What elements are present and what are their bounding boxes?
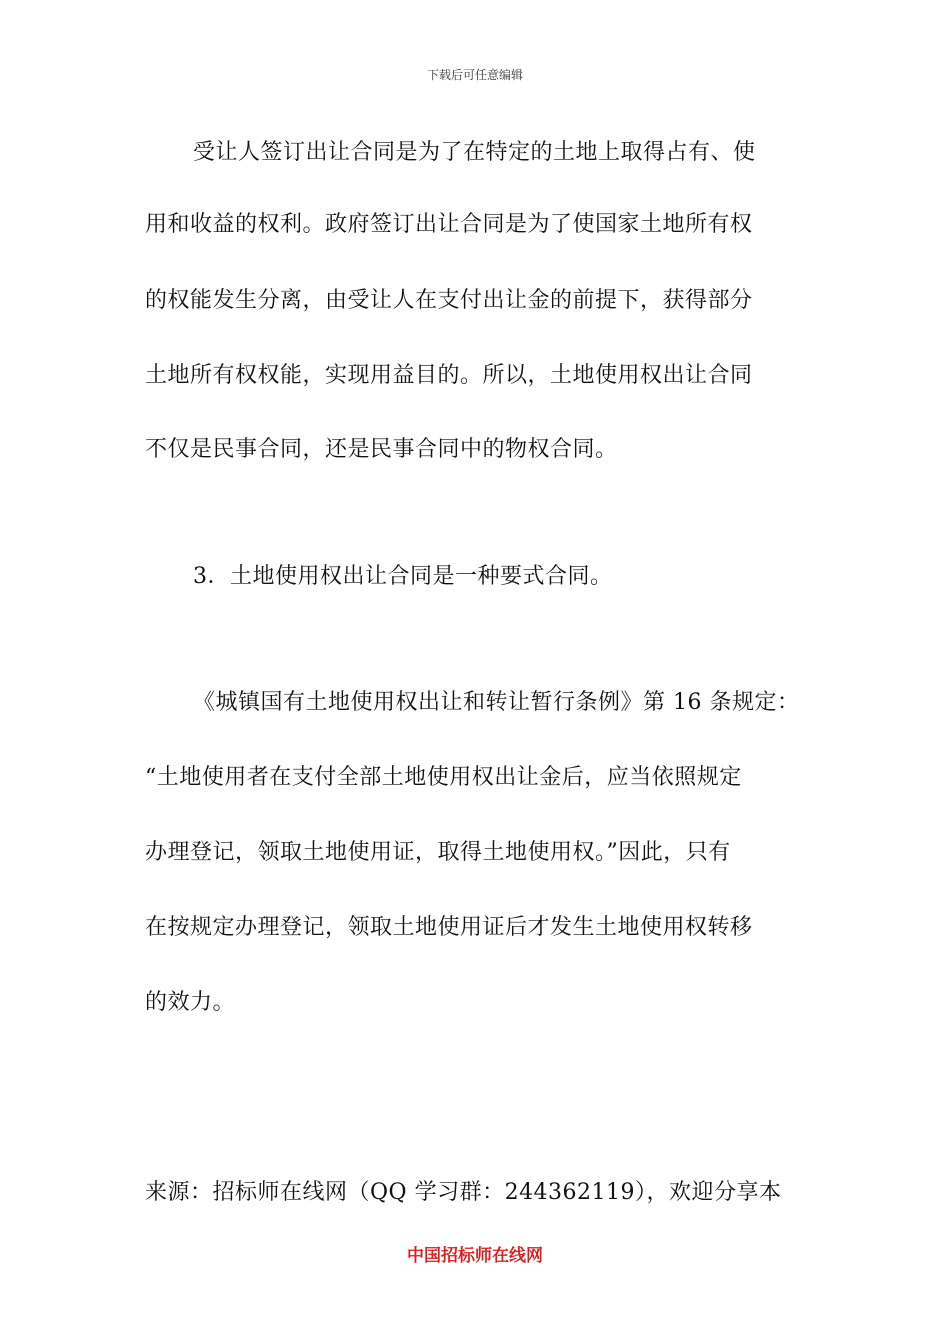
paragraph-3-line-1: 《城镇国有土地使用权出让和转让暂行条例》第 16 条规定： — [193, 690, 800, 715]
paragraph-3-line-3: 办理登记，领取土地使用证，取得土地使用权。”因此，只有 — [145, 840, 731, 865]
source-line: 来源：招标师在线网（QQ 学习群：244362119），欢迎分享本 — [145, 1180, 782, 1205]
paragraph-1-line-3: 的权能发生分离，由受让人在支付出让金的前提下，获得部分 — [145, 288, 753, 313]
paragraph-1-line-4: 土地所有权权能，实现用益目的。所以，土地使用权出让合同 — [145, 363, 753, 388]
paragraph-1-line-2: 用和收益的权利。政府签订出让合同是为了使国家土地所有权 — [145, 212, 753, 237]
paragraph-1-line-1: 受让人签订出让合同是为了在特定的土地上取得占有、使 — [193, 140, 756, 165]
footer-brand: 中国招标师在线网 — [407, 1246, 543, 1266]
paragraph-3-line-4: 在按规定办理登记，领取土地使用证后才发生土地使用权转移 — [145, 915, 753, 940]
paragraph-3-line-5: 的效力。 — [145, 990, 236, 1015]
paragraph-2-line-1: 3．土地使用权出让合同是一种要式合同。 — [193, 564, 613, 589]
header-note: 下载后可任意编辑 — [426, 68, 523, 82]
paragraph-3-line-2: “土地使用者在支付全部土地使用权出让金后，应当依照规定 — [145, 765, 742, 790]
paragraph-1-line-5: 不仅是民事合同，还是民事合同中的物权合同。 — [145, 437, 618, 462]
